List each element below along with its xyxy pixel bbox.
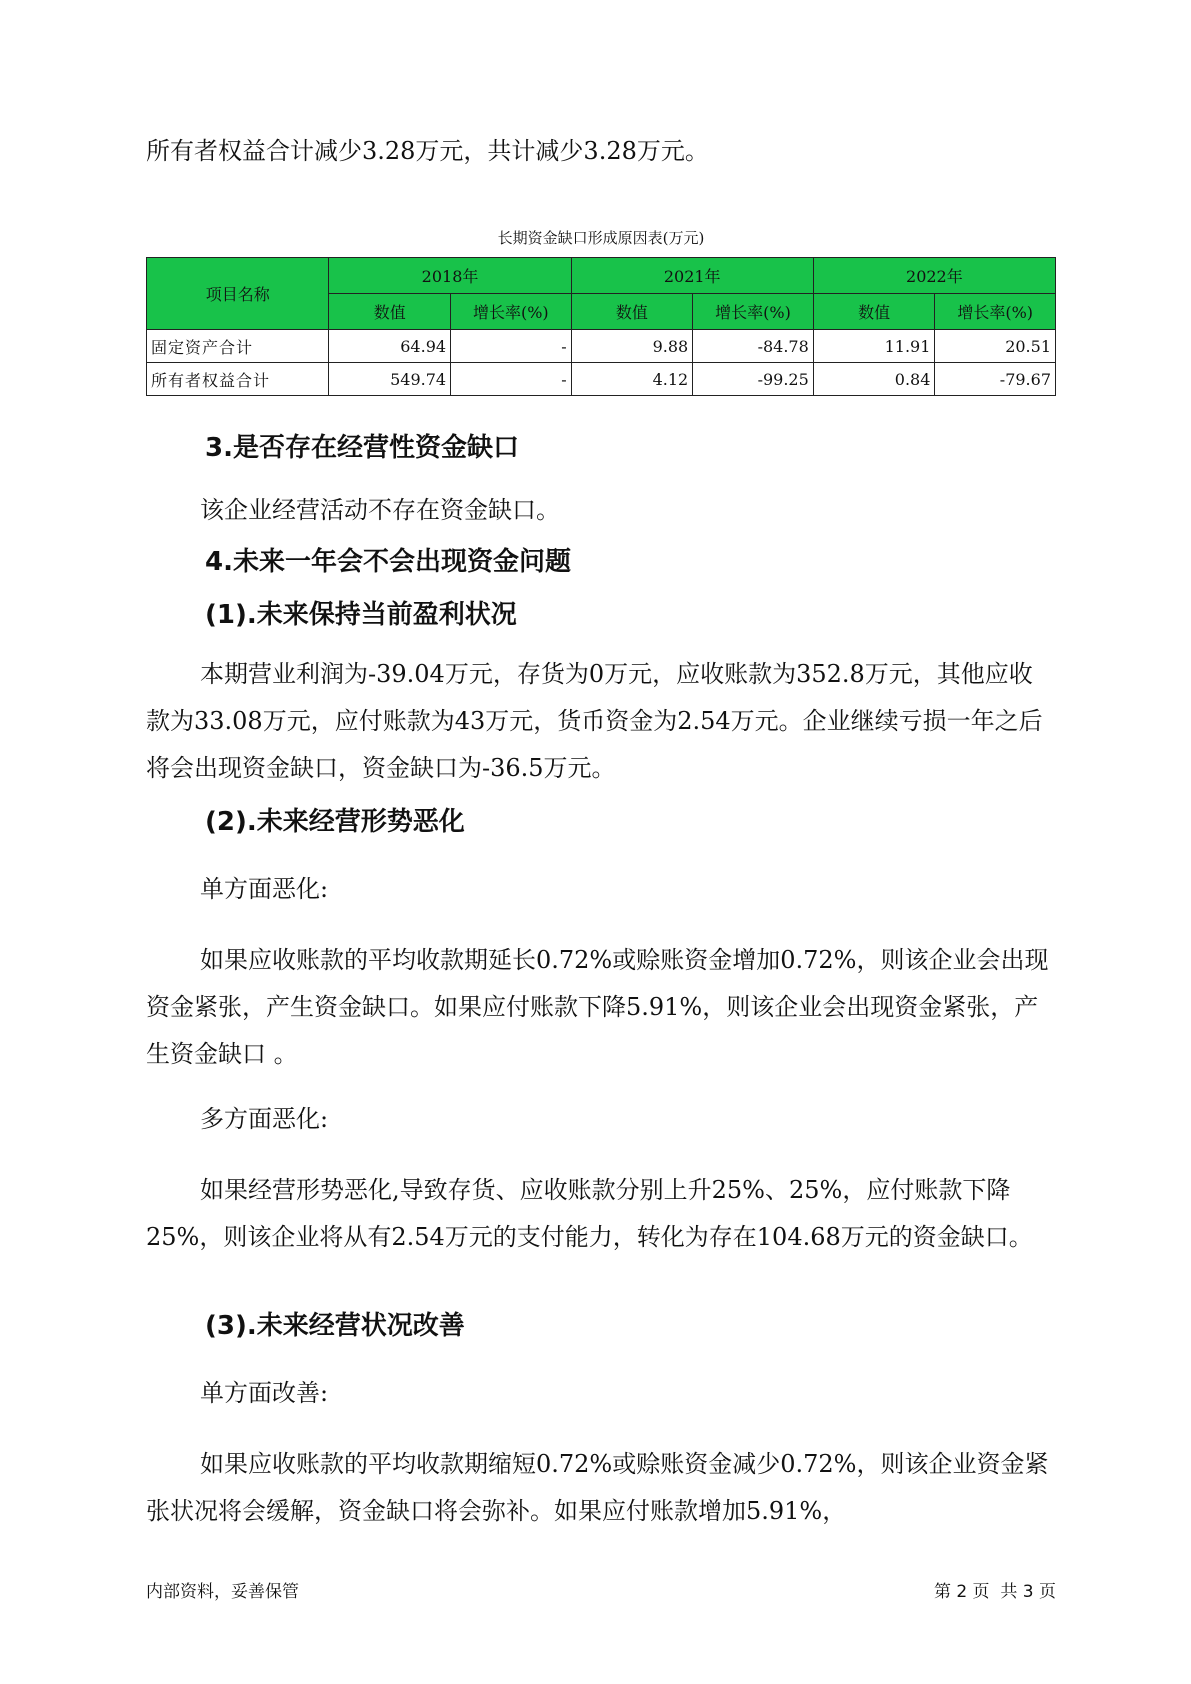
year-header: 2021年: [571, 258, 813, 294]
table-cell: 549.74: [329, 363, 451, 396]
paragraph-text: 多方面恶化:: [200, 1105, 329, 1133]
intro-paragraph: 所有者权益合计减少3.28万元，共计减少3.28万元。: [146, 137, 709, 165]
table-row: [147, 363, 1056, 396]
subsection-heading: (2).未来经营形势恶化: [205, 807, 465, 837]
paragraph-text: 该企业经营活动不存在资金缺口。: [200, 496, 560, 524]
item-name-header: 项目名称: [147, 258, 329, 330]
value-header: 数值: [813, 294, 935, 330]
row-name: 所有者权益合计: [147, 363, 329, 396]
row-name: 固定资产合计: [147, 330, 329, 363]
value-header: 数值: [329, 294, 451, 330]
paragraph: [146, 1441, 1056, 1535]
table-cell: 0.84: [813, 363, 935, 396]
table-cell: 4.12: [571, 363, 693, 396]
growth-header: 增长率(%): [935, 294, 1056, 330]
table-cell: 64.94: [329, 330, 451, 363]
paragraph-text: 如果应收账款的平均收款期缩短0.72%或赊账资金减少0.72%，则该企业资金紧张状况将会缓解，资金缺口将会弥补。如果应付账款增加5.91%，: [146, 1450, 1049, 1525]
footer-note: 内部资料，妥善保管: [146, 1582, 299, 1602]
funding-gap-table: [146, 257, 1056, 396]
growth-header: 增长率(%): [451, 294, 572, 330]
section-heading: 3.是否存在经营性资金缺口: [205, 433, 519, 463]
year-header: 2022年: [813, 258, 1055, 294]
table-cell: -99.25: [693, 363, 814, 396]
table-row: [147, 330, 1056, 363]
paragraph-text: 本期营业利润为-39.04万元，存货为0万元，应收账款为352.8万元，其他应收款为33.08万元，应付账款为43万元，货币资金为2.54万元。企业继续亏损一年之后将会出现资金缺口，资金缺口为-36.5万元。: [146, 660, 1043, 782]
year-header: 2018年: [329, 258, 571, 294]
table-header-row: [147, 258, 1056, 294]
table-cell: -: [451, 330, 572, 363]
paragraph: [146, 1370, 1056, 1417]
paragraph-text: 如果经营形势恶化,导致存货、应收账款分别上升25%、25%，应付账款下降25%，则该企业将从有2.54万元的支付能力，转化为存在104.68万元的资金缺口。: [146, 1176, 1033, 1251]
subsection-heading: (3).未来经营状况改善: [205, 1311, 465, 1341]
growth-header: 增长率(%): [693, 294, 814, 330]
paragraph: [146, 651, 1056, 792]
table-cell: -84.78: [693, 330, 814, 363]
paragraph: [146, 487, 1056, 534]
paragraph: [146, 1096, 1056, 1143]
table-cell: 20.51: [935, 330, 1056, 363]
page-number: 第 2 页 共 3 页: [933, 1582, 1056, 1602]
paragraph: [146, 866, 1056, 913]
table-cell: 11.91: [813, 330, 935, 363]
subsection-heading: (1).未来保持当前盈利状况: [205, 600, 517, 630]
table-caption: 长期资金缺口形成原因表(万元): [497, 229, 705, 247]
paragraph-text: 单方面恶化:: [200, 875, 329, 903]
table-cell: 9.88: [571, 330, 693, 363]
section-heading: 4.未来一年会不会出现资金问题: [205, 547, 571, 577]
value-header: 数值: [571, 294, 693, 330]
table-cell: -79.67: [935, 363, 1056, 396]
paragraph: [146, 937, 1056, 1078]
table-cell: -: [451, 363, 572, 396]
paragraph-text: 单方面改善:: [200, 1379, 329, 1407]
paragraph-text: 如果应收账款的平均收款期延长0.72%或赊账资金增加0.72%，则该企业会出现资金紧张，产生资金缺口。如果应付账款下降5.91%，则该企业会出现资金紧张，产生资金缺口 。: [146, 946, 1049, 1068]
paragraph: [146, 1167, 1056, 1261]
